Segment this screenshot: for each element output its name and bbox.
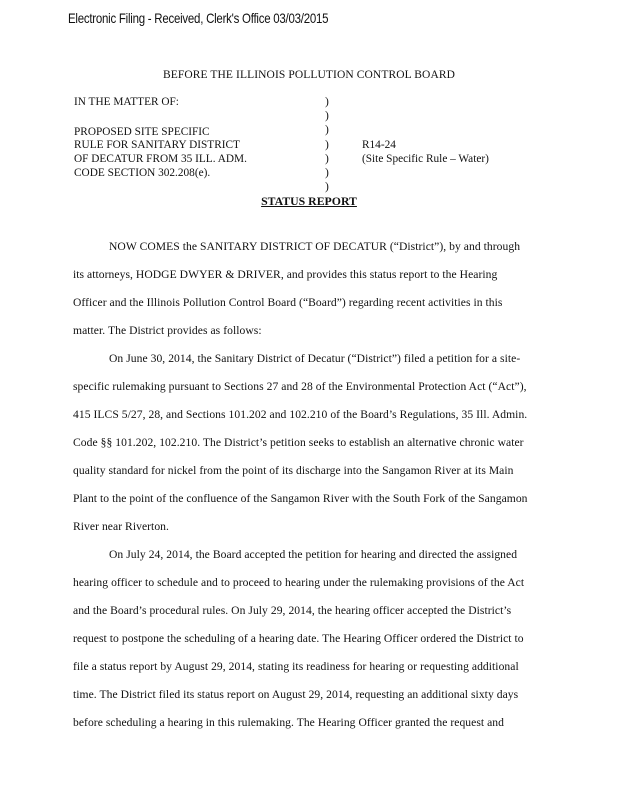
caption-paren: )	[325, 153, 329, 165]
body-line: On June 30, 2014, the Sanitary District of Decatur (“District”) filed a petition for a site-	[109, 352, 521, 365]
body-line: quality standard for nickel from the point of its discharge into the Sangamon River at its Main	[73, 464, 514, 477]
body-line: River near Riverton.	[73, 520, 169, 533]
caption-paren: )	[325, 124, 329, 136]
body-line: NOW COMES the SANITARY DISTRICT OF DECATUR (“District”), by and through	[109, 240, 521, 253]
body-line: its attorneys, HODGE DWYER & DRIVER, and provides this status report to the Hearing	[73, 268, 498, 281]
caption-line: OF DECATUR FROM 35 ILL. ADM.	[74, 153, 247, 165]
caption-paren: )	[325, 167, 329, 179]
caption-line: CODE SECTION 302.208(e).	[74, 167, 211, 179]
caption-line: PROPOSED SITE SPECIFIC	[74, 126, 210, 138]
body-line: Code §§ 101.202, 102.210. The District’s petition seeks to establish an alternative chronic water	[73, 436, 524, 449]
body-line: file a status report by August 29, 2014, stating its readiness for hearing or requesting additional	[73, 660, 519, 673]
caption-paren: )	[325, 181, 329, 193]
body-line: 415 ILCS 5/27, 28, and Sections 101.202 and 102.210 of the Board’s Regulations, 35 Ill. Admin.	[73, 408, 528, 421]
caption-paren: )	[325, 139, 329, 151]
body-line: matter. The District provides as follows:	[73, 324, 262, 337]
body-line: hearing officer to schedule and to proceed to hearing under the rulemaking provisions of the Act	[73, 576, 525, 589]
caption-line: RULE FOR SANITARY DISTRICT	[74, 139, 240, 151]
caption-matter-line: IN THE MATTER OF:	[74, 96, 179, 108]
body-line: On July 24, 2014, the Board accepted the petition for hearing and directed the assigned	[109, 548, 518, 561]
body-line: before scheduling a hearing in this rulemaking. The Hearing Officer granted the request and	[73, 716, 505, 729]
document-heading: STATUS REPORT	[261, 194, 357, 208]
caption-paren: )	[325, 96, 329, 108]
body-line: and the Board’s procedural rules. On July 29, 2014, the hearing officer accepted the District’s	[73, 604, 512, 617]
board-title: BEFORE THE ILLINOIS POLLUTION CONTROL BOARD	[162, 69, 456, 81]
body-line: time. The District filed its status report on August 29, 2014, requesting an additional sixty days	[73, 688, 519, 701]
body-line: request to postpone the scheduling of a hearing date. The Hearing Officer ordered the District to	[73, 632, 524, 645]
electronic-filing-stamp: Electronic Filing - Received, Clerk's Office 03/03/2015	[68, 10, 329, 26]
caption-paren: )	[325, 110, 329, 122]
body-line: specific rulemaking pursuant to Sections 27 and 28 of the Environmental Protection Act (“Act”),	[73, 380, 527, 393]
body-line: Officer and the Illinois Pollution Control Board (“Board”) regarding recent activities in this	[73, 296, 503, 309]
body-line: Plant to the point of the confluence of the Sangamon River with the South Fork of the Sangamon	[73, 492, 528, 505]
docket-type: (Site Specific Rule – Water)	[362, 153, 489, 165]
docket-number: R14-24	[362, 139, 396, 151]
